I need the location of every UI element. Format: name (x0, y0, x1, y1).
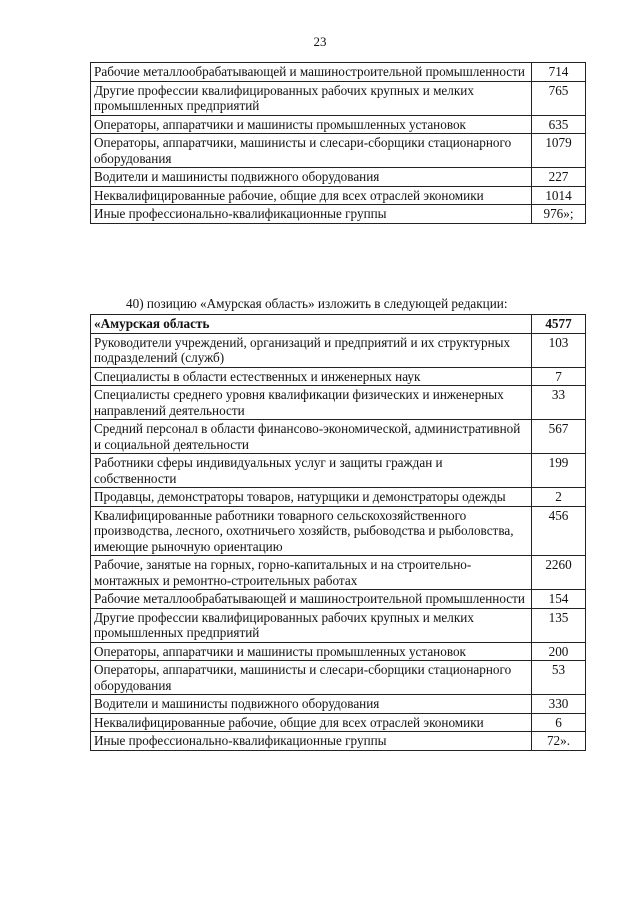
occupation-group-value: 976»; (532, 205, 586, 224)
occupation-group-label: Операторы, аппаратчики и машинисты промышленных установок (91, 115, 532, 134)
occupation-group-label: Рабочие металлообрабатывающей и машиностроительной промышленности (91, 63, 532, 82)
occupation-group-label: Иные профессионально-квалификационные группы (91, 732, 532, 751)
region-total: 4577 (532, 315, 586, 334)
occupation-group-value: 6 (532, 713, 586, 732)
table-row (91, 695, 586, 714)
table-row (91, 420, 586, 454)
table-row (91, 63, 586, 82)
occupation-table-previous-region (90, 62, 586, 224)
occupation-group-label: Специалисты среднего уровня квалификации физических и инженерных направлений деятельности (91, 386, 532, 420)
table-row (91, 81, 586, 115)
table-row (91, 713, 586, 732)
table-row (91, 590, 586, 609)
table-row (91, 115, 586, 134)
table2-body (91, 315, 586, 751)
occupation-group-value: 103 (532, 333, 586, 367)
occupation-group-value: 456 (532, 506, 586, 556)
table-row (91, 488, 586, 507)
occupation-group-label: Неквалифицированные рабочие, общие для всех отраслей экономики (91, 713, 532, 732)
occupation-group-label: Рабочие металлообрабатывающей и машиностроительной промышленности (91, 590, 532, 609)
occupation-group-value: 2 (532, 488, 586, 507)
occupation-group-label: Водители и машинисты подвижного оборудования (91, 695, 532, 714)
table-row (91, 386, 586, 420)
occupation-table-amur-region (90, 314, 586, 751)
table-row (91, 506, 586, 556)
occupation-group-label: Руководители учреждений, организаций и предприятий и их структурных подразделений (служб) (91, 333, 532, 367)
occupation-group-label: Другие профессии квалифицированных рабочих крупных и мелких промышленных предприятий (91, 608, 532, 642)
occupation-group-label: Другие профессии квалифицированных рабочих крупных и мелких промышленных предприятий (91, 81, 532, 115)
occupation-group-label: Средний персонал в области финансово-экономической, административной и социальной деятельности (91, 420, 532, 454)
occupation-group-label: Операторы, аппаратчики, машинисты и слесари-сборщики стационарного оборудования (91, 661, 532, 695)
region-name: «Амурская область (91, 315, 532, 334)
occupation-group-label: Операторы, аппаратчики, машинисты и слесари-сборщики стационарного оборудования (91, 134, 532, 168)
table-row (91, 186, 586, 205)
occupation-group-label: Работники сферы индивидуальных услуг и защиты граждан и собственности (91, 454, 532, 488)
amendment-intro-text: 40) позицию «Амурская область» изложить в следующей редакции: (126, 296, 508, 311)
table1-body (91, 63, 586, 224)
occupation-group-label: Водители и машинисты подвижного оборудования (91, 168, 532, 187)
occupation-group-value: 33 (532, 386, 586, 420)
table-row (91, 642, 586, 661)
occupation-group-value: 2260 (532, 556, 586, 590)
occupation-group-value: 330 (532, 695, 586, 714)
table-row (91, 732, 586, 751)
occupation-group-label: Неквалифицированные рабочие, общие для всех отраслей экономики (91, 186, 532, 205)
occupation-group-label: Специалисты в области естественных и инженерных наук (91, 367, 532, 386)
occupation-group-value: 135 (532, 608, 586, 642)
table-row (91, 454, 586, 488)
occupation-group-label: Квалифицированные работники товарного сельскохозяйственного производства, лесного, охотничьего хозяйств, рыбоводства и рыболовства, имеющие рыночную ориентацию (91, 506, 532, 556)
occupation-group-value: 72». (532, 732, 586, 751)
occupation-group-value: 635 (532, 115, 586, 134)
occupation-group-value: 1014 (532, 186, 586, 205)
occupation-group-value: 1079 (532, 134, 586, 168)
region-heading-row (91, 315, 586, 334)
table-row (91, 168, 586, 187)
occupation-group-value: 227 (532, 168, 586, 187)
table-row (91, 608, 586, 642)
occupation-group-value: 53 (532, 661, 586, 695)
occupation-group-value: 714 (532, 63, 586, 82)
occupation-group-value: 7 (532, 367, 586, 386)
occupation-group-label: Операторы, аппаратчики и машинисты промышленных установок (91, 642, 532, 661)
occupation-group-label: Рабочие, занятые на горных, горно-капитальных и на строительно-монтажных и ремонтно-строительных работах (91, 556, 532, 590)
occupation-group-value: 567 (532, 420, 586, 454)
table-row (91, 556, 586, 590)
table-row (91, 661, 586, 695)
table-row (91, 205, 586, 224)
occupation-group-label: Иные профессионально-квалификационные группы (91, 205, 532, 224)
table-row (91, 134, 586, 168)
table-row (91, 367, 586, 386)
occupation-group-value: 765 (532, 81, 586, 115)
occupation-group-value: 200 (532, 642, 586, 661)
occupation-group-value: 199 (532, 454, 586, 488)
occupation-group-label: Продавцы, демонстраторы товаров, натурщики и демонстраторы одежды (91, 488, 532, 507)
occupation-group-value: 154 (532, 590, 586, 609)
page-number: 23 (313, 34, 327, 49)
table-row (91, 333, 586, 367)
